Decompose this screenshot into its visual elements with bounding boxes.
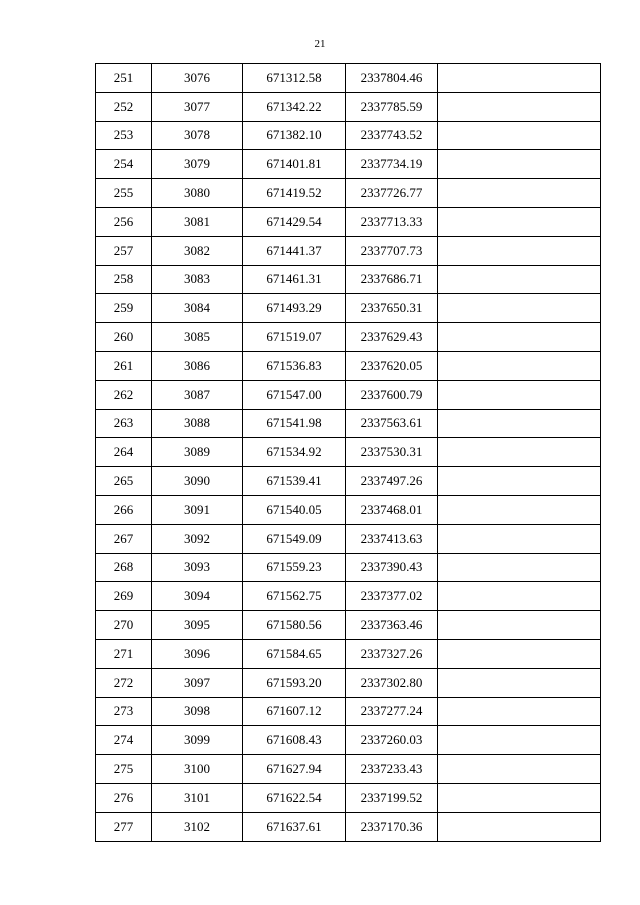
note-cell [438, 726, 601, 755]
table-row [96, 582, 601, 611]
y-coordinate-cell: 2337650.31 [346, 294, 438, 323]
row-index-cell: 263 [96, 409, 152, 438]
x-coordinate-cell: 671559.23 [243, 553, 346, 582]
row-index-cell: 264 [96, 438, 152, 467]
point-id-cell: 3084 [152, 294, 243, 323]
note-cell [438, 323, 601, 352]
x-coordinate-cell: 671429.54 [243, 207, 346, 236]
note-cell [438, 467, 601, 496]
x-coordinate-cell: 671342.22 [243, 92, 346, 121]
note-cell [438, 265, 601, 294]
coordinate-table-body [96, 64, 601, 842]
table-row [96, 467, 601, 496]
x-coordinate-cell: 671608.43 [243, 726, 346, 755]
x-coordinate-cell: 671536.83 [243, 351, 346, 380]
note-cell [438, 150, 601, 179]
page-number: 21 [314, 38, 326, 50]
row-index-cell: 253 [96, 121, 152, 150]
note-cell [438, 409, 601, 438]
table-row [96, 755, 601, 784]
note-cell [438, 92, 601, 121]
point-id-cell: 3080 [152, 179, 243, 208]
point-id-cell: 3102 [152, 812, 243, 841]
x-coordinate-cell: 671637.61 [243, 812, 346, 841]
point-id-cell: 3100 [152, 755, 243, 784]
row-index-cell: 267 [96, 524, 152, 553]
row-index-cell: 252 [96, 92, 152, 121]
note-cell [438, 582, 601, 611]
note-cell [438, 639, 601, 668]
note-cell [438, 121, 601, 150]
y-coordinate-cell: 2337804.46 [346, 64, 438, 93]
point-id-cell: 3083 [152, 265, 243, 294]
row-index-cell: 251 [96, 64, 152, 93]
table-row [96, 783, 601, 812]
y-coordinate-cell: 2337233.43 [346, 755, 438, 784]
x-coordinate-cell: 671627.94 [243, 755, 346, 784]
note-cell [438, 236, 601, 265]
x-coordinate-cell: 671519.07 [243, 323, 346, 352]
table-row [96, 92, 601, 121]
row-index-cell: 277 [96, 812, 152, 841]
point-id-cell: 3097 [152, 668, 243, 697]
note-cell [438, 611, 601, 640]
y-coordinate-cell: 2337600.79 [346, 380, 438, 409]
y-coordinate-cell: 2337277.24 [346, 697, 438, 726]
table-row [96, 323, 601, 352]
y-coordinate-cell: 2337734.19 [346, 150, 438, 179]
table-row [96, 668, 601, 697]
y-coordinate-cell: 2337629.43 [346, 323, 438, 352]
y-coordinate-cell: 2337785.59 [346, 92, 438, 121]
x-coordinate-cell: 671593.20 [243, 668, 346, 697]
row-index-cell: 259 [96, 294, 152, 323]
note-cell [438, 207, 601, 236]
row-index-cell: 276 [96, 783, 152, 812]
y-coordinate-cell: 2337468.01 [346, 495, 438, 524]
x-coordinate-cell: 671549.09 [243, 524, 346, 553]
x-coordinate-cell: 671584.65 [243, 639, 346, 668]
point-id-cell: 3085 [152, 323, 243, 352]
note-cell [438, 380, 601, 409]
x-coordinate-cell: 671493.29 [243, 294, 346, 323]
point-id-cell: 3076 [152, 64, 243, 93]
point-id-cell: 3096 [152, 639, 243, 668]
point-id-cell: 3093 [152, 553, 243, 582]
point-id-cell: 3098 [152, 697, 243, 726]
table-row [96, 524, 601, 553]
point-id-cell: 3082 [152, 236, 243, 265]
table-row [96, 380, 601, 409]
y-coordinate-cell: 2337530.31 [346, 438, 438, 467]
note-cell [438, 64, 601, 93]
x-coordinate-cell: 671312.58 [243, 64, 346, 93]
y-coordinate-cell: 2337713.33 [346, 207, 438, 236]
table-row [96, 150, 601, 179]
y-coordinate-cell: 2337686.71 [346, 265, 438, 294]
x-coordinate-cell: 671539.41 [243, 467, 346, 496]
y-coordinate-cell: 2337199.52 [346, 783, 438, 812]
x-coordinate-cell: 671534.92 [243, 438, 346, 467]
x-coordinate-cell: 671607.12 [243, 697, 346, 726]
note-cell [438, 294, 601, 323]
y-coordinate-cell: 2337743.52 [346, 121, 438, 150]
table-row [96, 438, 601, 467]
coordinate-table [95, 63, 601, 842]
table-row [96, 121, 601, 150]
y-coordinate-cell: 2337390.43 [346, 553, 438, 582]
x-coordinate-cell: 671540.05 [243, 495, 346, 524]
point-id-cell: 3089 [152, 438, 243, 467]
x-coordinate-cell: 671419.52 [243, 179, 346, 208]
table-row [96, 611, 601, 640]
y-coordinate-cell: 2337302.80 [346, 668, 438, 697]
table-row [96, 64, 601, 93]
note-cell [438, 438, 601, 467]
y-coordinate-cell: 2337413.63 [346, 524, 438, 553]
row-index-cell: 275 [96, 755, 152, 784]
note-cell [438, 783, 601, 812]
row-index-cell: 266 [96, 495, 152, 524]
note-cell [438, 351, 601, 380]
table-row [96, 726, 601, 755]
table-row [96, 812, 601, 841]
y-coordinate-cell: 2337327.26 [346, 639, 438, 668]
table-row [96, 409, 601, 438]
note-cell [438, 524, 601, 553]
table-row [96, 179, 601, 208]
table-row [96, 553, 601, 582]
x-coordinate-cell: 671547.00 [243, 380, 346, 409]
y-coordinate-cell: 2337260.03 [346, 726, 438, 755]
x-coordinate-cell: 671580.56 [243, 611, 346, 640]
note-cell [438, 812, 601, 841]
x-coordinate-cell: 671441.37 [243, 236, 346, 265]
row-index-cell: 261 [96, 351, 152, 380]
table-row [96, 236, 601, 265]
point-id-cell: 3092 [152, 524, 243, 553]
y-coordinate-cell: 2337170.36 [346, 812, 438, 841]
note-cell [438, 179, 601, 208]
row-index-cell: 265 [96, 467, 152, 496]
point-id-cell: 3077 [152, 92, 243, 121]
x-coordinate-cell: 671401.81 [243, 150, 346, 179]
row-index-cell: 270 [96, 611, 152, 640]
row-index-cell: 256 [96, 207, 152, 236]
table-row [96, 351, 601, 380]
table-row [96, 207, 601, 236]
y-coordinate-cell: 2337497.26 [346, 467, 438, 496]
note-cell [438, 495, 601, 524]
note-cell [438, 553, 601, 582]
point-id-cell: 3081 [152, 207, 243, 236]
point-id-cell: 3094 [152, 582, 243, 611]
row-index-cell: 271 [96, 639, 152, 668]
y-coordinate-cell: 2337377.02 [346, 582, 438, 611]
table-row [96, 294, 601, 323]
y-coordinate-cell: 2337726.77 [346, 179, 438, 208]
table-row [96, 265, 601, 294]
row-index-cell: 257 [96, 236, 152, 265]
row-index-cell: 269 [96, 582, 152, 611]
point-id-cell: 3079 [152, 150, 243, 179]
x-coordinate-cell: 671622.54 [243, 783, 346, 812]
y-coordinate-cell: 2337707.73 [346, 236, 438, 265]
point-id-cell: 3091 [152, 495, 243, 524]
row-index-cell: 258 [96, 265, 152, 294]
point-id-cell: 3090 [152, 467, 243, 496]
x-coordinate-cell: 671461.31 [243, 265, 346, 294]
note-cell [438, 668, 601, 697]
table-row [96, 697, 601, 726]
y-coordinate-cell: 2337620.05 [346, 351, 438, 380]
row-index-cell: 272 [96, 668, 152, 697]
note-cell [438, 755, 601, 784]
row-index-cell: 268 [96, 553, 152, 582]
point-id-cell: 3078 [152, 121, 243, 150]
row-index-cell: 260 [96, 323, 152, 352]
row-index-cell: 262 [96, 380, 152, 409]
point-id-cell: 3099 [152, 726, 243, 755]
y-coordinate-cell: 2337563.61 [346, 409, 438, 438]
row-index-cell: 255 [96, 179, 152, 208]
note-cell [438, 697, 601, 726]
point-id-cell: 3101 [152, 783, 243, 812]
row-index-cell: 273 [96, 697, 152, 726]
y-coordinate-cell: 2337363.46 [346, 611, 438, 640]
point-id-cell: 3088 [152, 409, 243, 438]
table-row [96, 495, 601, 524]
x-coordinate-cell: 671541.98 [243, 409, 346, 438]
point-id-cell: 3087 [152, 380, 243, 409]
x-coordinate-cell: 671382.10 [243, 121, 346, 150]
x-coordinate-cell: 671562.75 [243, 582, 346, 611]
table-row [96, 639, 601, 668]
row-index-cell: 254 [96, 150, 152, 179]
point-id-cell: 3095 [152, 611, 243, 640]
row-index-cell: 274 [96, 726, 152, 755]
point-id-cell: 3086 [152, 351, 243, 380]
